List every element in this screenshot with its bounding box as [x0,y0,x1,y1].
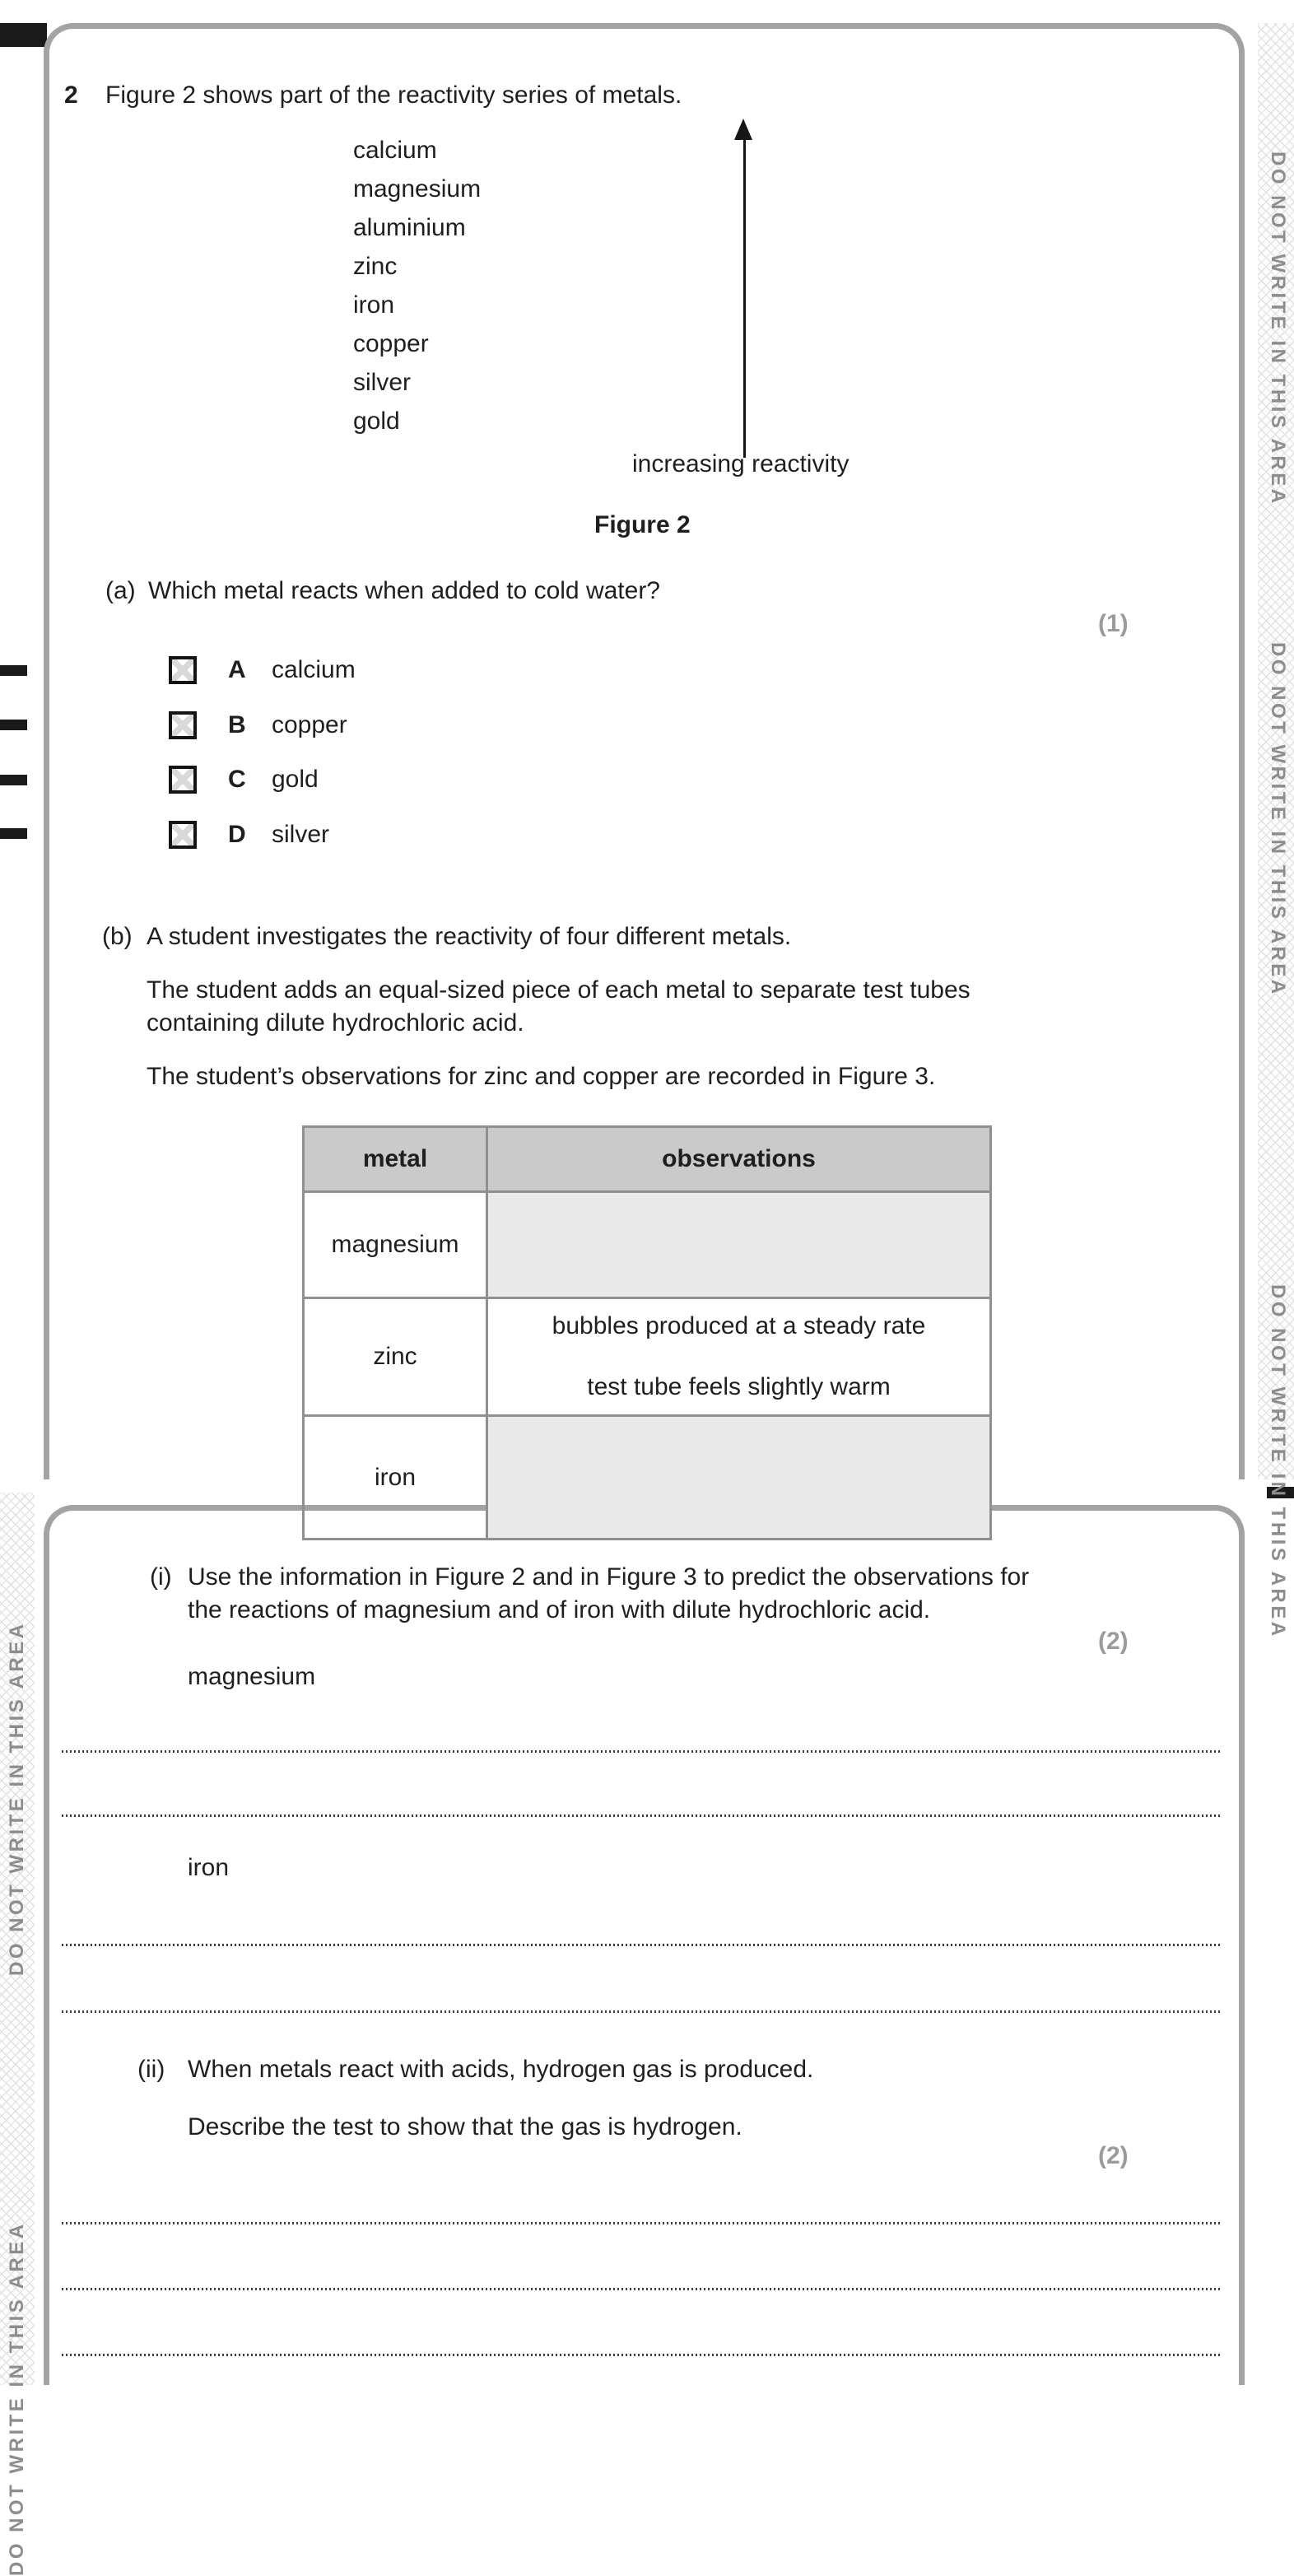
question-intro: Figure 2 shows part of the reactivity series of metals. [105,82,682,109]
part-a-label: (a) [105,577,136,604]
part-a-marks: (1) [1098,610,1129,637]
part-b-i-line2: the reactions of magnesium and of iron with dilute hydrochloric acid. [188,1596,931,1623]
answer-line[interactable] [62,1814,1222,1817]
metal-list-item: zinc [353,253,398,280]
metal-list-item: copper [353,330,429,357]
observation-line: test tube feels slightly warm [587,1373,891,1400]
part-b-ii-marks: (2) [1098,2142,1129,2169]
part-b-ii-label: (ii) [137,2056,165,2083]
option-letter: C [228,766,246,793]
part-b-i-marks: (2) [1098,1628,1129,1655]
answer-checkbox-a[interactable] [169,656,197,684]
answer-label-magnesium: magnesium [188,1663,316,1690]
metal-list-item: iron [353,291,395,319]
metal-cell: iron [304,1416,487,1540]
part-b-ii-line1: When metals react with acids, hydrogen gas is produced. [188,2056,814,2083]
answer-label-iron: iron [188,1854,230,1881]
do-not-write-strip-right [1258,23,1294,1639]
metal-cell: magnesium [304,1192,487,1298]
answer-line[interactable] [62,2222,1222,2224]
registration-mark [0,23,47,47]
option-letter: B [228,711,246,738]
option-text: copper [272,711,347,738]
part-a-question: Which metal reacts when added to cold water? [148,577,660,604]
answer-checkbox-b[interactable] [169,711,197,739]
answer-line[interactable] [62,2354,1222,2356]
arrow-label: increasing reactivity [632,450,849,477]
metal-list-item: silver [353,369,412,396]
option-text: gold [272,766,319,793]
option-text: silver [272,821,330,848]
do-not-write-text: DO NOT WRITE IN THIS AREA [1267,151,1289,506]
metal-list-item: aluminium [353,214,466,241]
metal-cell: zinc [304,1298,487,1416]
answer-line[interactable] [62,1750,1222,1753]
reactivity-arrow-head [734,119,752,140]
registration-mark [0,720,27,730]
observation-line: bubbles produced at a steady rate [552,1312,926,1339]
answer-line[interactable] [62,1944,1222,1946]
question-number: 2 [64,82,78,109]
do-not-write-strip-left [0,1493,35,2576]
metal-list-item: gold [353,408,400,435]
part-b-label: (b) [102,923,133,950]
table-row [304,1298,991,1416]
do-not-write-text: DO NOT WRITE IN THIS AREA [6,2221,28,2576]
observations-header-cell: observations [487,1127,991,1192]
part-b-para2: The student’s observations for zinc and copper are recorded in Figure 3. [147,1063,936,1090]
metal-list-item: calcium [353,137,437,164]
answer-checkbox-d[interactable] [169,821,197,849]
part-b-para1-line1: The student adds an equal-sized piece of each metal to separate test tubes [147,976,970,1004]
figure2-caption: Figure 2 [594,511,691,538]
observations-cell [487,1416,991,1540]
part-b-text: A student investigates the reactivity of four different metals. [147,923,792,950]
part-b-para1-line2: containing dilute hydrochloric acid. [147,1009,524,1036]
table-header-row [304,1127,991,1192]
do-not-write-text: DO NOT WRITE IN THIS AREA [1267,1284,1289,1639]
part-b-i-label: (i) [150,1563,172,1591]
observations-cell [487,1298,991,1416]
reactivity-arrow [743,138,746,458]
option-text: calcium [272,656,356,683]
registration-mark [0,828,27,839]
answer-line[interactable] [62,2010,1222,2013]
option-letter: A [228,656,246,683]
table-row [304,1192,991,1298]
option-letter: D [228,821,246,848]
do-not-write-text: DO NOT WRITE IN THIS AREA [6,1621,28,1976]
metal-list-item: magnesium [353,175,482,203]
answer-checkbox-c[interactable] [169,766,197,794]
part-b-i-line1: Use the information in Figure 2 and in Figure 3 to predict the observations for [188,1563,1030,1591]
figure3-table [302,1125,998,1491]
metal-header-cell: metal [304,1127,487,1192]
registration-mark [0,665,27,676]
do-not-write-text: DO NOT WRITE IN THIS AREA [1267,642,1289,997]
answer-line[interactable] [62,2288,1222,2290]
observations-cell [487,1192,991,1298]
table-row [304,1416,991,1540]
registration-mark [0,775,27,785]
part-b-ii-line2: Describe the test to show that the gas is hydrogen. [188,2113,742,2140]
